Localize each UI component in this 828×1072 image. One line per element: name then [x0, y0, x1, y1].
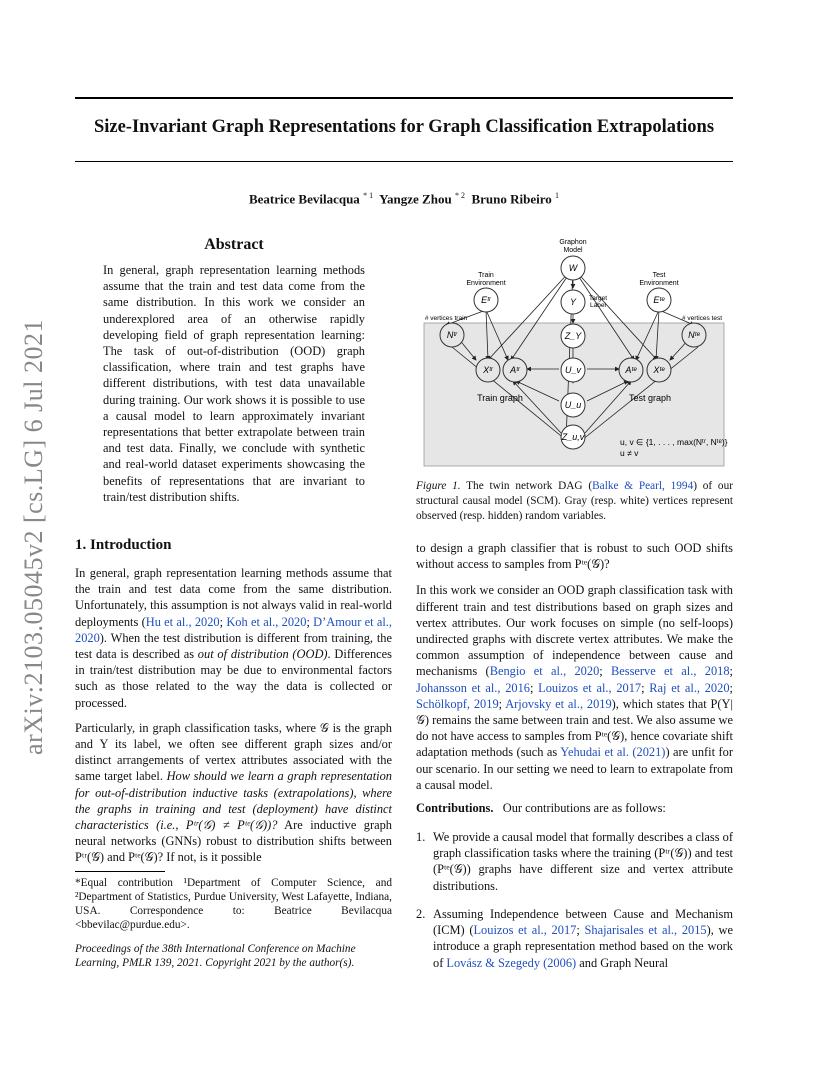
node-label: Eᵗʳ — [481, 295, 491, 305]
proceedings-note: Proceedings of the 38th International Conference on Machine Learning, PMLR 139, 2021. Copyright 2021 by the author(s). — [75, 943, 356, 969]
vertices-train-label: # vertices train — [424, 315, 468, 322]
node-label: W — [568, 263, 578, 273]
contributions-line — [416, 800, 733, 816]
text: and Graph Neural — [576, 955, 669, 970]
text: ; — [306, 614, 314, 629]
citation-link[interactable]: Balke & Pearl, 1994 — [592, 480, 694, 492]
citation-link[interactable]: Schölkopf, 2019 — [416, 696, 499, 711]
abstract-text: In general, graph representation learning methods assume that the train and test data come from the same distribution. In this work we consider an underexplored area of an otherwise rapidly developing field of graph representation learning: The task of out-of-distribution (OOD) graph classification, where train and test graphs have different distributions, with test data unavailable during training. Our work shows it is possible to use a causal model to learn approximately invariant representations that better extrapolate between train and test data. Finally, we conclude with synthetic and real-world dataset experiments showcasing the benefits of representations that are invariant to train/test distribution shifts. — [103, 263, 365, 504]
author-name: Bruno Ribeiro — [471, 191, 552, 207]
vertices-test-label: # vertices test — [681, 315, 723, 322]
abstract-heading: Abstract — [204, 236, 264, 253]
text: ; — [641, 680, 650, 695]
figure-label: Figure 1. — [416, 480, 461, 492]
text: ). When the test distribution is different from training, the test data is described as — [75, 630, 392, 662]
node-label: Aᵗᵉ — [625, 365, 637, 375]
graphon-label: Graphon — [559, 239, 587, 246]
paragraph — [416, 582, 733, 793]
list-item — [416, 829, 733, 894]
text: ) are unfit for our scenario. In our setting we need to learn to extrapolate from a causal model. — [416, 745, 733, 792]
footnote: *Equal contribution ¹Department of Computer Science, and ²Department of Statistics, Purdue University, West Lafayette, Indiana, USA. Correspondence to: Beatrice Bevilacqua <bbevilac@purdue.edu>. — [75, 877, 392, 931]
citation-link[interactable]: Arjovsky et al., 2019 — [505, 696, 612, 711]
paper-title: Size-Invariant Graph Representations for Graph Classification Extrapolations — [93, 117, 715, 137]
text: ; — [529, 680, 539, 695]
train-env-label: Environment — [466, 280, 506, 287]
citation-link[interactable]: Louizos et al., 2017 — [473, 923, 577, 938]
node-label: Nᵗᵉ — [688, 330, 700, 340]
train-graph-label: Train graph — [477, 393, 523, 403]
citation-link[interactable]: Shajarisales et al., 2015 — [584, 923, 707, 938]
author-affiliation-mark: * 1 — [363, 191, 374, 200]
author-name: Yangze Zhou — [379, 191, 452, 207]
citation-link[interactable]: Raj et al., 2020 — [649, 680, 730, 695]
title-rule-top — [75, 97, 733, 99]
text: Assuming Independence between Cause and Mechanism (ICM) ( — [433, 907, 733, 938]
author-affiliation-mark: 1 — [555, 191, 560, 200]
text: In general, graph representation learning methods assume that the train and test data come from the same distribution. Unfortunately, this assumption is not always valid in real-world deployments ( — [75, 566, 392, 629]
arxiv-stamp: arXiv:2103.05045v2 [cs.LG] 6 Jul 2021 — [19, 319, 48, 755]
text: Our contributions are as follows: — [502, 801, 666, 815]
text: ), which states that P(Y|𝒢) remains the same between train and test. We also assume we do not have access to samples from Pᵗᵉ(𝒢), hence covariate shift adaptation methods (such as — [416, 696, 733, 760]
list-text — [433, 906, 733, 971]
section-heading: 1. Introduction — [75, 537, 172, 553]
node-label: Z_Y — [564, 331, 582, 341]
paragraph: to design a graph classifier that is robust to such OOD shifts without access to samples from Pᵗᵉ(𝒢)? — [416, 541, 733, 572]
citation-link[interactable]: Hu et al., 2020 — [145, 614, 220, 629]
list-number: 2. — [416, 907, 426, 921]
test-graph-label: Test graph — [628, 393, 672, 403]
contributions-heading: Contributions. — [416, 801, 494, 815]
node-label: U_v — [564, 365, 582, 375]
text: ; — [219, 614, 227, 629]
text: ), we introduce a graph representation method based on the work of — [433, 923, 733, 970]
node-label: Y — [569, 297, 577, 307]
author-line — [75, 191, 733, 207]
citation-link[interactable]: Johansson et al., 2016 — [416, 680, 530, 695]
citation-link[interactable]: Louizos et al., 2017 — [538, 680, 642, 695]
test-env-label: Environment — [639, 280, 679, 287]
text: Particularly, in graph classification tasks, where 𝒢 is the graph and Y its label, we often see different graph sizes and/or distinct arrangements of vertex attributes associated with the same target label. — [75, 720, 392, 784]
index-range-label: u, v ∈ {1, . . . , max(Nᵗʳ, Nᵗᵉ)} — [620, 437, 728, 447]
citation-link[interactable]: D’Amour et al., 2020 — [75, 614, 393, 645]
node-label: Eᵗᵉ — [653, 295, 665, 305]
caption-text: ) of our structural causal model (SCM). Gray (resp. white) vertices represent observed (resp. hidden) random variables. — [416, 480, 733, 522]
test-env-label: Test — [652, 272, 666, 279]
text: ; — [576, 923, 585, 938]
figure-caption — [416, 479, 733, 524]
text: How should we learn a graph representation for out-of-distribution inductive tasks (extrapolations), where the graphs in training and test (deployment) have distinct characteristics (i.e., Pᵗʳ(𝒢) ≠ Pᵗᵉ(𝒢))? — [75, 769, 392, 833]
target-label: Label — [590, 302, 606, 309]
citation-link[interactable]: Yehudai et al. (2021) — [560, 745, 666, 760]
text: ; — [599, 664, 612, 679]
citation-link[interactable]: Besserve et al., 2018 — [611, 664, 730, 679]
index-range-label: u ≠ v — [620, 448, 639, 458]
list-text: We provide a causal model that formally describes a class of graph classification tasks where the training (Pᵗʳ(𝒢)) and test (Pᵗᵉ(𝒢)) graphs have different size and vertex attribute distributions. — [433, 830, 733, 893]
author-affiliation-mark: * 2 — [454, 191, 465, 200]
citation-link[interactable]: Bengio et al., 2020 — [489, 664, 600, 679]
node-label: U_u — [564, 400, 582, 410]
list-number: 1. — [416, 830, 426, 844]
node-label: Nᵗʳ — [446, 330, 458, 340]
paragraph — [75, 565, 392, 711]
text: out of distribution (OOD) — [197, 647, 328, 662]
citation-link[interactable]: Lovász & Szegedy (2006) — [446, 955, 577, 970]
footnote-rule — [75, 871, 165, 872]
node-label: Aᵗʳ — [510, 365, 520, 375]
author-name: Beatrice Bevilacqua — [248, 191, 360, 207]
list-item — [416, 906, 733, 971]
text: ; — [498, 696, 506, 711]
text: In this work we consider an OOD graph classification task with different train and test distributions based on graph sizes and vertex attributes. Our work focuses on simple (no self-loops) undirected graphs with discrete vertex attributes. We make the common assumption of independence between cause and mechanisms ( — [416, 583, 733, 679]
title-rule-bottom — [75, 161, 733, 162]
text: ; — [729, 680, 733, 695]
graphon-label: Model — [563, 247, 583, 254]
left-column — [75, 565, 392, 875]
paragraph — [75, 720, 392, 866]
right-column — [416, 540, 733, 802]
node-label: Xᵗʳ — [483, 365, 493, 375]
text: ; — [729, 664, 733, 679]
caption-text: The twin network DAG ( — [460, 480, 593, 492]
node-label: Xᵗᵉ — [653, 365, 665, 375]
citation-link[interactable]: Koh et al., 2020 — [226, 614, 307, 629]
node-label: Z_u,v — [561, 432, 585, 442]
text: . Differences in train/test distribution may be due to environmental factors such as those related to the way the data is collected or processed. — [75, 647, 392, 710]
train-env-label: Train — [478, 272, 494, 279]
scm-figure — [416, 235, 733, 470]
text: Are inductive graph neural networks (GNNs) robust to distribution shifts between Pᵗʳ(𝒢) and Pᵗᵉ(𝒢)? If not, is it possible — [75, 818, 392, 865]
target-label: Target — [588, 295, 608, 302]
